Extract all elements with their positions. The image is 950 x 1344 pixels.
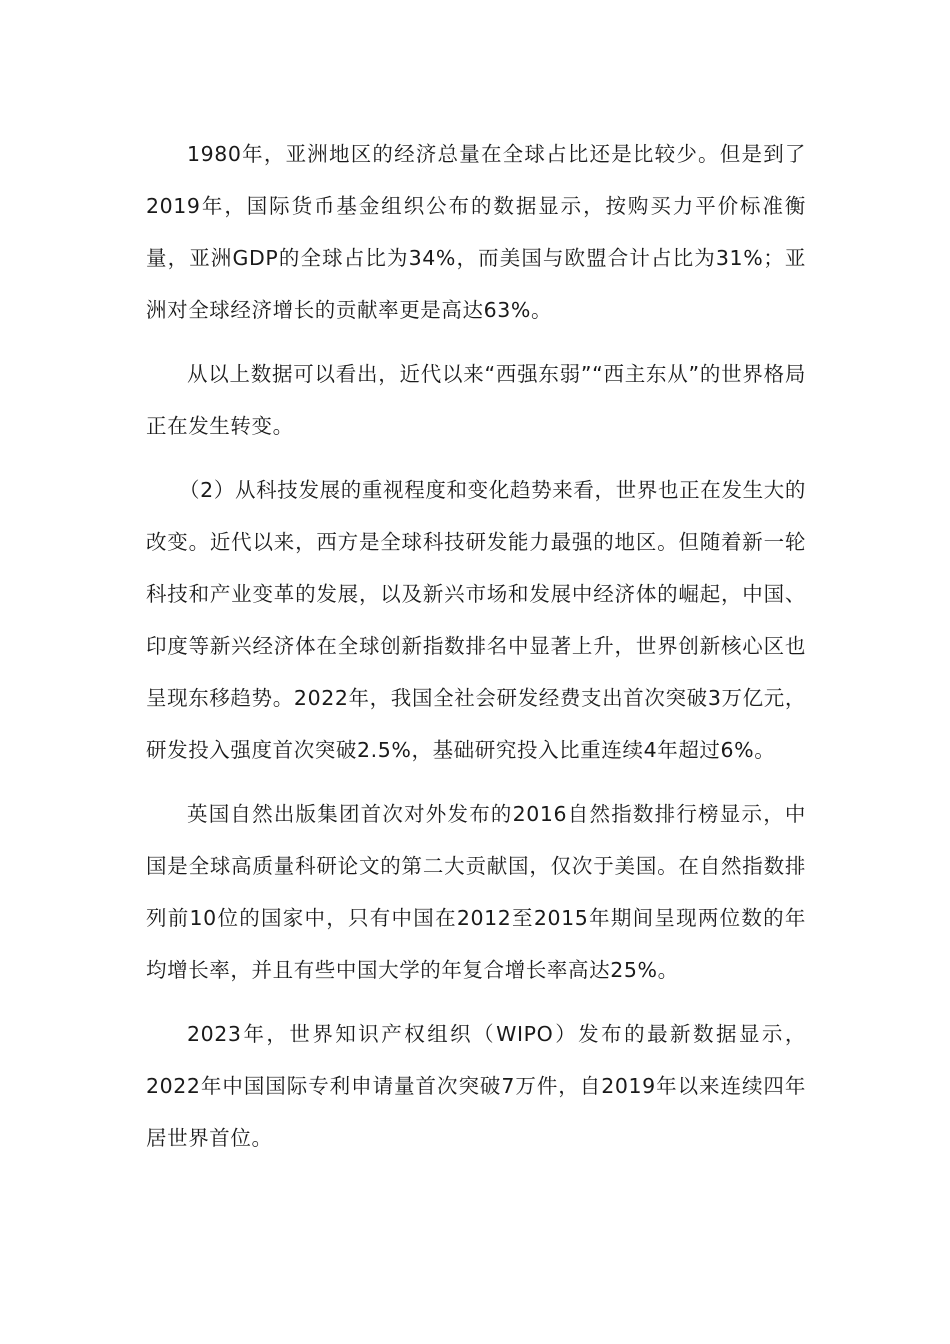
paragraph-wipo-patents: 2023年，世界知识产权组织（WIPO）发布的最新数据显示，2022年中国国际专利申请量首次突破7万件，自2019年以来连续四年居世界首位。 — [146, 1022, 806, 1150]
paragraph-tech-development: （2）从科技发展的重视程度和变化趋势来看，世界也正在发生大的改变。近代以来，西方是全球科技研发能力最强的地区。但随着新一轮科技和产业变革的发展，以及新兴市场和发展中经济体的崛起，中国、印度等新兴经济体在全球创新指数排名中显著上升，世界创新核心区也呈现东移趋势。2022年，我国全社会研发经费支出首次突破3万亿元，研发投入强度首次突破2.5%，基础研究投入比重连续4年超过6%。 — [146, 478, 806, 762]
document-body — [146, 128, 806, 1176]
paragraph-world-pattern: 从以上数据可以看出，近代以来“西强东弱”“西主东从”的世界格局正在发生转变。 — [146, 362, 806, 438]
paragraph-asia-economy: 1980年，亚洲地区的经济总量在全球占比还是比较少。但是到了2019年，国际货币基金组织公布的数据显示，按购买力平价标准衡量，亚洲GDP的全球占比为34%，而美国与欧盟合计占比为31%；亚洲对全球经济增长的贡献率更是高达63%。 — [146, 142, 806, 322]
paragraph-nature-index: 英国自然出版集团首次对外发布的2016自然指数排行榜显示，中国是全球高质量科研论文的第二大贡献国，仅次于美国。在自然指数排列前10位的国家中，只有中国在2012至2015年期间呈现两位数的年均增长率，并且有些中国大学的年复合增长率高达25%。 — [146, 802, 806, 982]
